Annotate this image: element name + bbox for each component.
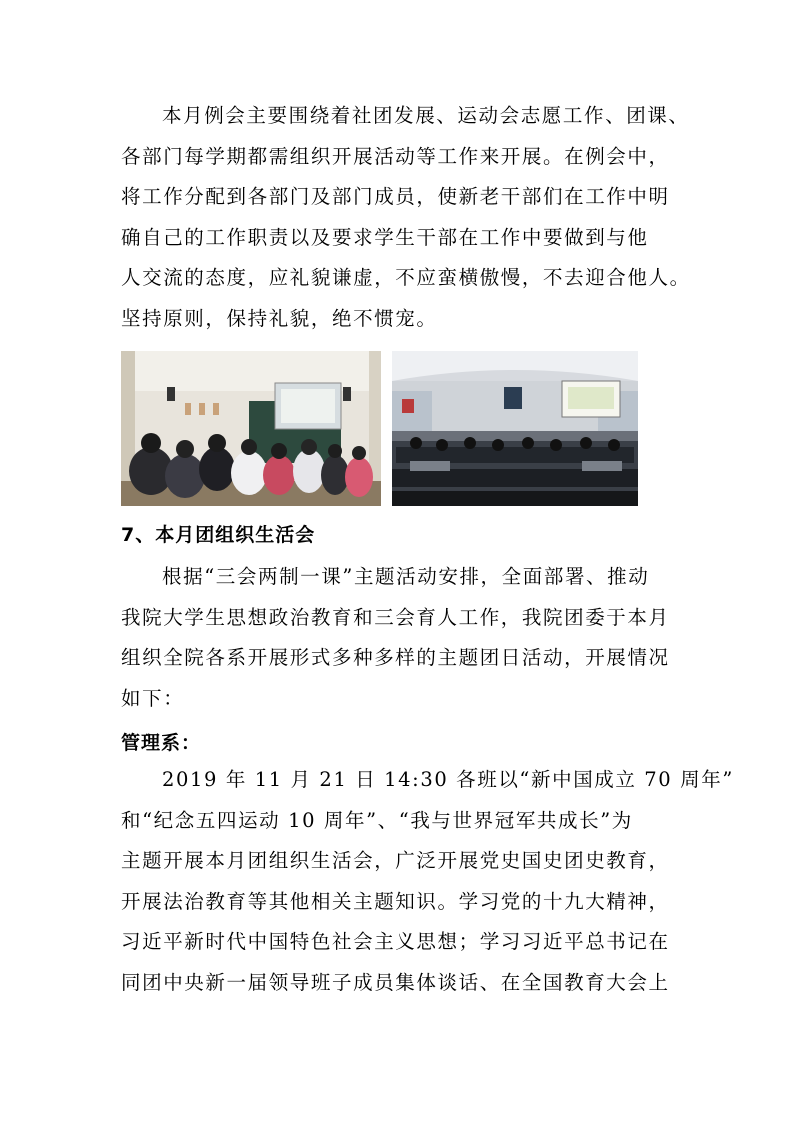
text-line: 本月例会主要围绕着社团发展、运动会志愿工作、团课、 [162, 104, 690, 127]
text-line: 同团中央新一届领导班子成员集体谈话、在全国教育大会上 [121, 970, 670, 994]
paragraph-activity-overview [121, 557, 676, 719]
text-line: 主题开展本月团组织生活会，广泛开展党史国史团史教育， [121, 849, 670, 872]
text-line: 人交流的态度，应礼貌谦虚，不应蛮横傲慢，不去迎合他人。 [121, 266, 691, 289]
text-line: 开展法治教育等其他相关主题知识。学习党的十九大精神， [121, 889, 670, 913]
text-line: 我院大学生思想政治教育和三会育人工作，我院团委于本月 [121, 605, 670, 629]
section-heading: 7、本月团组织生活会 [121, 524, 316, 546]
text-line: 如下： [121, 686, 185, 710]
lecture-hall-photo [392, 351, 638, 506]
text-line: 各部门每学期都需组织开展活动等工作来开展。在例会中， [121, 144, 670, 168]
paragraph-management-dept [121, 760, 734, 1003]
text-line: 2019 年 11 月 21 日 14:30 各班以“新中国成立 70 周年” [162, 768, 734, 791]
paragraph-meeting-summary [121, 96, 691, 339]
text-line: 坚持原则，保持礼貌，绝不惯宠。 [121, 306, 438, 330]
text-line: 根据“三会两制一课”主题活动安排，全面部署、推动 [162, 565, 650, 588]
text-line: 将工作分配到各部门及部门成员，使新老干部们在工作中明 [121, 185, 670, 208]
text-line: 组织全院各系开展形式多种多样的主题团日活动，开展情况 [121, 646, 670, 669]
text-line: 习近平新时代中国特色社会主义思想；学习习近平总书记在 [121, 930, 670, 953]
subsection-heading: 管理系： [121, 732, 202, 754]
text-line: 和“纪念五四运动 10 周年”、“我与世界冠军共成长”为 [121, 808, 633, 832]
classroom-meeting-photo [121, 351, 381, 506]
text-line: 确自己的工作职责以及要求学生干部在工作中要做到与他 [121, 225, 649, 249]
